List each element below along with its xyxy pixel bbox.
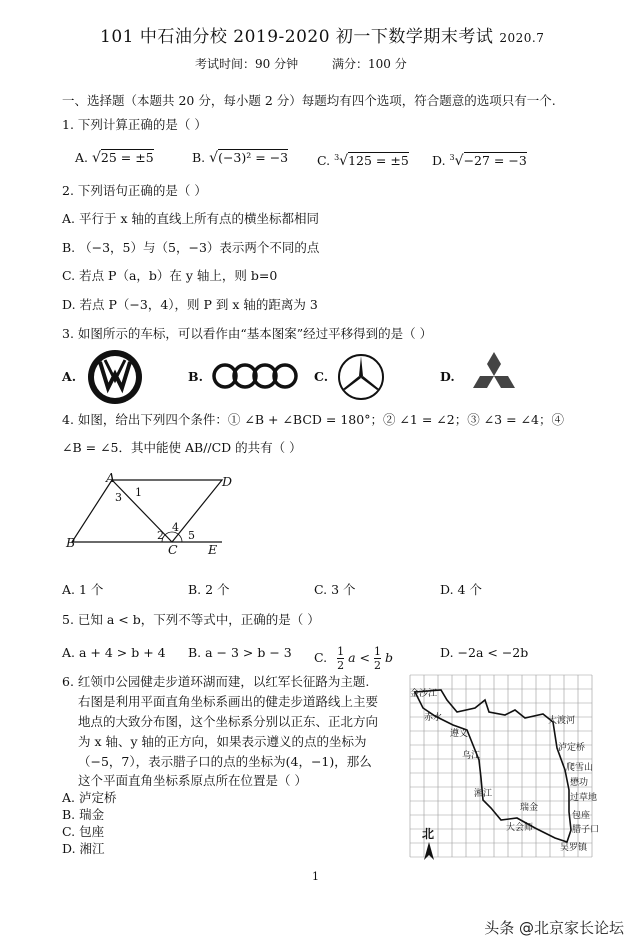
q4-stem-line1: 4. 如图，给出下列四个条件：① ∠B + ∠BCD = 180°；② ∠1 = ∠2；③ ∠3 = ∠4；④ <box>62 412 564 427</box>
q6-line-1: 6. 红领巾公园健走步道环湖而建，以红军长征路为主题. <box>62 674 370 689</box>
q4-label-C: C <box>168 542 178 557</box>
q4-angle-5: 5 <box>188 529 195 542</box>
q2-stem: 2. 下列语句正确的是（ ） <box>62 183 207 198</box>
q1-stem: 1. 下列计算正确的是（ ） <box>62 117 207 132</box>
q6-line-5: （−5，7），表示腊子口的点的坐标为(4，−1)，那么 <box>78 754 372 769</box>
q5-c-den2: 2 <box>373 659 381 672</box>
map-label-xueshan: 爬雪山 <box>566 763 594 773</box>
q5-c-label: C. <box>314 650 328 665</box>
q5-option-a: A. a + 4 > b + 4 <box>62 645 166 660</box>
q2-option-d: D. 若点 P（−3，4），则 P 到 x 轴的距离为 3 <box>62 297 318 312</box>
q1-d-index: 3 <box>449 153 455 162</box>
q1-option-d: D. $^3$√−27 = −3 <box>432 153 527 170</box>
q5-c-num2: 1 <box>373 645 381 658</box>
q5-c-den1: 2 <box>337 659 345 672</box>
exam-title <box>100 26 544 49</box>
north-arrow-icon <box>424 842 434 860</box>
q5-c-a: a < <box>348 650 370 665</box>
map-label-baozuo: 包座 <box>572 811 591 821</box>
q4-label-B: B <box>66 535 76 550</box>
q4-option-b: B. 2 个 <box>188 582 230 597</box>
q6-option-b: B. 瑞金 <box>62 807 105 822</box>
map-label-xiangjiang: 湘江 <box>474 789 493 799</box>
mitsubishi-logo-icon <box>466 350 522 402</box>
page-number: 1 <box>312 870 319 883</box>
map-label-zunyi: 遵义 <box>450 729 469 739</box>
q1-d-expr: −27 = −3 <box>463 153 527 169</box>
map-label-chishui: 赤水 <box>424 713 443 723</box>
q4-stem-line2: ∠B = ∠5．其中能使 AB//CD 的共有（ ） <box>62 440 302 455</box>
q6-line-2: 右图是利用平面直角坐标系画出的健走步道路线上主要 <box>78 694 379 709</box>
q3-label-a: A. <box>62 369 77 384</box>
exam-time: 考试时间：90 分钟 <box>195 57 299 71</box>
q5-c-b: b <box>384 650 393 665</box>
map-label-dahui: 大会师 <box>506 823 534 833</box>
watermark: 头条 @北京家长论坛 <box>478 915 630 940</box>
q4-option-d: D. 4 个 <box>440 582 482 597</box>
map-label-wujiang: 乌江 <box>462 751 481 761</box>
q4-angle-1: 1 <box>135 486 142 499</box>
q4-label-E: E <box>208 542 218 557</box>
q4-angle-2: 2 <box>157 529 164 542</box>
q1-c-label: C. <box>317 153 331 169</box>
exam-score: 满分：100 分 <box>332 57 407 71</box>
q4-option-c: C. 3 个 <box>314 582 356 597</box>
q1-option-a <box>75 150 154 166</box>
map-label-maogong: 懋功 <box>570 778 589 788</box>
q6-line-3: 地点的大致分布图，这个坐标系分别以正东、正北方向 <box>78 714 379 729</box>
q3-label-c: C. <box>314 369 329 384</box>
q2-option-b: B. （−3，5）与（5，−3）表示两个不同的点 <box>62 240 320 255</box>
q4-label-D: D <box>222 474 233 489</box>
section-heading: 一、选择题（本题共 20 分，每小题 2 分）每题均有四个选项，符合题意的选项只有一个. <box>62 93 556 108</box>
map-label-luding: 泸定桥 <box>558 743 586 753</box>
q1-c-index: 3 <box>334 153 340 162</box>
map-label-luozhen: 吴罗镇 <box>560 843 588 853</box>
q5-stem: 5. 已知 a < b，下列不等式中，正确的是（ ） <box>62 612 320 627</box>
q5-option-d: D. −2a < −2b <box>440 645 529 660</box>
q2-option-a: A. 平行于 x 轴的直线上所有点的横坐标都相同 <box>62 211 319 226</box>
map-label-jinsha: 金沙江 <box>410 689 438 699</box>
q5-option-b: B. a − 3 > b − 3 <box>188 645 292 660</box>
mercedes-logo-icon <box>336 352 386 402</box>
q1-a-expr: 25 = ±5 <box>100 150 154 165</box>
map-north-label: 北 <box>422 827 435 841</box>
q1-a-label: A. <box>75 150 89 165</box>
q3-stem: 3. 如图所示的车标，可以看作由“基本图案”经过平移得到的是（ ） <box>62 326 433 341</box>
title-date: 2020.7 <box>499 31 545 45</box>
q4-angle-3: 3 <box>115 491 122 504</box>
q6-option-d: D. 湘江 <box>62 841 105 856</box>
title-text: 101 中石油分校 2019-2020 初一下数学期末考试 <box>100 27 494 47</box>
q2-option-c: C. 若点 P（a，b）在 y 轴上，则 b=0 <box>62 268 278 283</box>
q3-label-b: B. <box>188 369 203 384</box>
q5-option-c <box>314 645 393 672</box>
vw-logo-icon <box>86 348 144 406</box>
q1-b-expr: (−3)² = −3 <box>218 150 289 165</box>
map-label-lazikou: 腊子口 <box>572 825 600 835</box>
q5-c-num1: 1 <box>337 645 345 658</box>
map-label-caodi: 过草地 <box>570 793 598 803</box>
q1-c-expr: 125 = ±5 <box>348 153 409 169</box>
q1-option-c: C. $^3$√125 = ±5 <box>317 153 409 170</box>
q1-d-label: D. <box>432 153 446 169</box>
q4-angle-4: 4 <box>172 521 179 534</box>
map-label-ruijin: 瑞金 <box>520 803 539 813</box>
q4-label-A: A <box>106 470 116 485</box>
q6-option-c: C. 包座 <box>62 824 105 839</box>
map-label-dadu: 大渡河 <box>548 716 576 726</box>
q6-line-4: 为 x 轴、y 轴的正方向，如果表示遵义的点的坐标为 <box>78 734 367 749</box>
q6-option-a: A. 泸定桥 <box>62 790 117 805</box>
q1-b-label: B. <box>192 150 206 165</box>
q3-label-d: D. <box>440 369 455 384</box>
audi-rings-icon <box>210 362 300 390</box>
q6-line-6: 这个平面直角坐标系原点所在位置是（ ） <box>78 773 307 788</box>
q1-option-b: B. √(−3)² = −3 <box>192 150 289 166</box>
q1-a-math: √25 = ±5 <box>92 150 154 166</box>
q4-option-a: A. 1 个 <box>62 582 104 597</box>
